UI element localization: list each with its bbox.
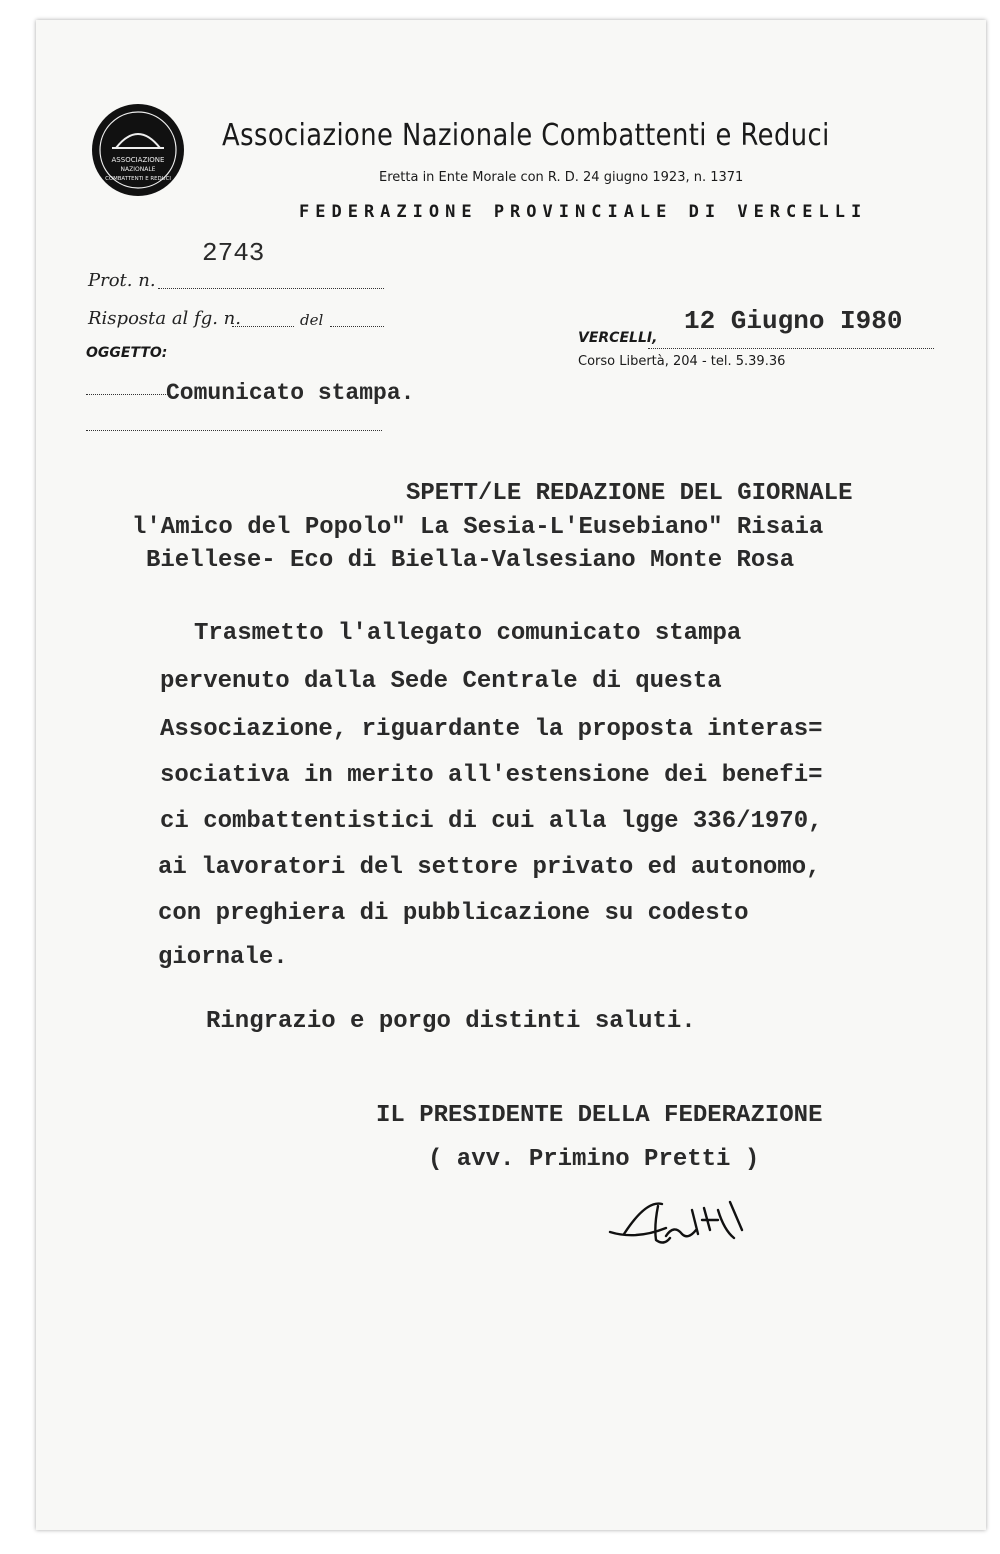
logo-text-bottom: COMBATTENTI E REDUCI [105, 176, 171, 182]
oggetto-label: OGGETTO: [86, 345, 168, 361]
body-line-6: ai lavoratori del settore privato ed autonomo, [158, 854, 821, 881]
oggetto-value: Comunicato stampa. [166, 380, 415, 406]
body-line-1: Trasmetto l'allegato comunicato stampa [194, 620, 742, 647]
closing-line: Ringrazio e porgo distinti saluti. [206, 1008, 696, 1035]
protocol-dotted-line [158, 288, 384, 289]
handwritten-signature [606, 1190, 776, 1260]
del-label: del [300, 311, 324, 329]
federation-address: Corso Libertà, 204 - tel. 5.39.36 [578, 354, 786, 369]
oggetto-dotted-line-1 [86, 394, 170, 395]
body-line-5: ci combattentistici di cui alla lgge 336/1970, [160, 808, 823, 835]
body-line-2: pervenuto dalla Sede Centrale di questa [160, 668, 722, 695]
signatory-name: ( avv. Primino Pretti ) [428, 1146, 760, 1173]
body-line-4: sociativa in merito all'estensione dei benefi= [160, 762, 823, 789]
logo-text-top: ASSOCIAZIONE [111, 156, 165, 164]
organization-subtitle: Eretta in Ente Morale con R. D. 24 giugno 1923, n. 1371 [379, 170, 744, 185]
reply-label: Risposta al fg. n. [88, 308, 241, 329]
signatory-title: IL PRESIDENTE DELLA FEDERAZIONE [376, 1102, 823, 1129]
del-dotted-line [330, 326, 384, 327]
city-label: VERCELLI, [578, 330, 658, 346]
letter-date: 12 Giugno I980 [684, 306, 903, 336]
recipient-line-3: Biellese- Eco di Biella-Valsesiano Monte Rosa [146, 547, 795, 574]
letter-sheet [36, 20, 986, 1530]
recipient-line-2: l'Amico del Popolo" La Sesia-L'Eusebiano" Risaia [132, 514, 824, 541]
protocol-number: 2743 [202, 238, 265, 268]
logo-text-mid: NAZIONALE [120, 166, 156, 173]
body-line-3: Associazione, riguardante la proposta interas= [160, 716, 823, 743]
body-line-8: giornale. [158, 944, 288, 971]
organization-name: Associazione Nazionale Combattenti e Reduci [222, 118, 830, 153]
federation-name: FEDERAZIONE PROVINCIALE DI VERCELLI [299, 202, 868, 222]
date-dotted-line [648, 348, 934, 349]
recipient-line-1: SPETT/LE REDAZIONE DEL GIORNALE [406, 480, 853, 507]
body-line-7: con preghiera di pubblicazione su codesto [158, 900, 749, 927]
association-logo [90, 102, 186, 198]
reply-dotted-line [232, 326, 294, 327]
protocol-label: Prot. n. [88, 270, 156, 291]
oggetto-dotted-line-2 [86, 430, 382, 431]
